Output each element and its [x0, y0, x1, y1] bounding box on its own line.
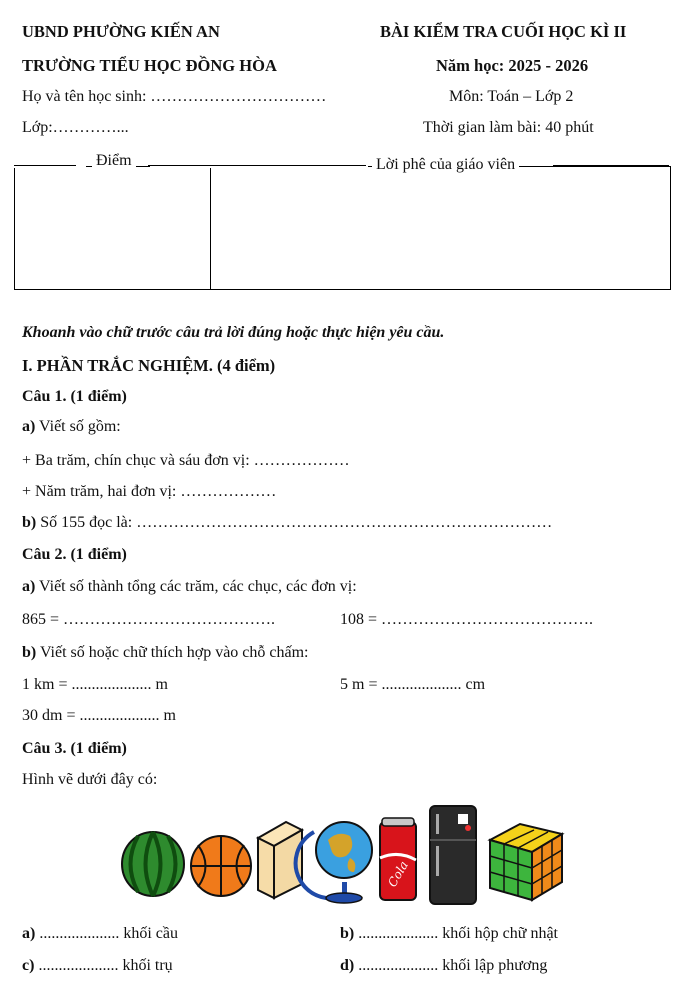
- score-box: [14, 166, 671, 290]
- q2b-text: Viết số hoặc chữ thích hợp vào chỗ chấm:: [36, 644, 309, 661]
- question-1b: [22, 514, 552, 532]
- section-title: I. PHẦN TRẮC NGHIỆM. (4 điểm): [22, 356, 276, 375]
- question-1a: [22, 418, 121, 436]
- can-logo-text: Cola: [385, 858, 411, 890]
- question-3-title: Câu 3. (1 điểm): [22, 740, 127, 757]
- question-2b-m[interactable]: 5 m = .................... cm: [340, 676, 486, 693]
- question-3d: [340, 957, 547, 975]
- question-2a-108[interactable]: 108 = ………………………………….: [340, 611, 594, 628]
- question-2a-865[interactable]: 865 = ………………………………….: [22, 611, 276, 628]
- q3c-label: c): [22, 957, 35, 974]
- question-3c: [22, 957, 173, 975]
- question-2b-km[interactable]: 1 km = .................... m: [22, 676, 168, 693]
- time-label: Thời gian làm bài: 40 phút: [423, 119, 594, 136]
- q3b-text[interactable]: .................... khối hộp chữ nhật: [354, 925, 558, 942]
- question-3a: [22, 925, 178, 943]
- question-1a-line1[interactable]: + Ba trăm, chín chục và sáu đơn vị: ………………: [22, 452, 350, 469]
- q1a-text: Viết số gồm:: [35, 418, 121, 435]
- subject-label: Môn: Toán – Lớp 2: [449, 88, 574, 105]
- q1a-label: a): [22, 418, 36, 435]
- school-name: TRƯỜNG TIỂU HỌC ĐỒNG HÒA: [22, 56, 277, 75]
- q3a-label: a): [22, 925, 36, 942]
- question-2-title: Câu 2. (1 điểm): [22, 546, 127, 563]
- teacher-comment-label: Lời phê của giáo viên: [372, 156, 519, 174]
- q2a-text: Viết số thành tổng các trăm, các chục, các đơn vị:: [35, 578, 357, 595]
- ward-name: UBND PHƯỜNG KIẾN AN: [22, 22, 220, 41]
- q2a-label: a): [22, 578, 36, 595]
- refrigerator-icon: [430, 806, 476, 904]
- q3d-label: d): [340, 957, 355, 974]
- globe-icon: [296, 822, 372, 903]
- q3c-text[interactable]: .................... khối trụ: [34, 957, 173, 974]
- school-year: Năm học: 2025 - 2026: [436, 56, 589, 75]
- basketball-icon: [191, 836, 251, 896]
- question-3b: [340, 925, 558, 943]
- question-1a-line2[interactable]: + Năm trăm, hai đơn vị: ………………: [22, 483, 277, 500]
- exam-title: BÀI KIỂM TRA CUỐI HỌC KÌ II: [380, 22, 627, 41]
- cola-can-icon: [380, 818, 416, 900]
- question-2a: [22, 578, 357, 596]
- watermelon-icon: [122, 832, 184, 896]
- question-1-title: Câu 1. (1 điểm): [22, 388, 127, 405]
- class-field[interactable]: Lớp:…………...: [22, 119, 129, 136]
- q3d-text[interactable]: .................... khối lập phương: [354, 957, 548, 974]
- score-label: Điểm: [92, 152, 136, 170]
- student-name-field[interactable]: Họ và tên học sinh: ……………………………: [22, 88, 327, 105]
- question-2b-dm[interactable]: 30 dm = .................... m: [22, 707, 176, 724]
- q3b-label: b): [340, 925, 355, 942]
- q2b-label: b): [22, 644, 37, 661]
- instruction: Khoanh vào chữ trước câu trả lời đúng hoặc thực hiện yêu cầu.: [22, 324, 445, 341]
- rubiks-cube-icon: [490, 824, 562, 900]
- q3a-text[interactable]: .................... khối cầu: [35, 925, 178, 942]
- question-3-intro: Hình vẽ dưới đây có:: [22, 771, 158, 788]
- question-2b: [22, 644, 308, 662]
- shapes-illustration: [118, 800, 578, 910]
- q1b-text[interactable]: Số 155 đọc là: ……………………………………………………………………: [36, 514, 553, 531]
- q1b-label: b): [22, 514, 37, 531]
